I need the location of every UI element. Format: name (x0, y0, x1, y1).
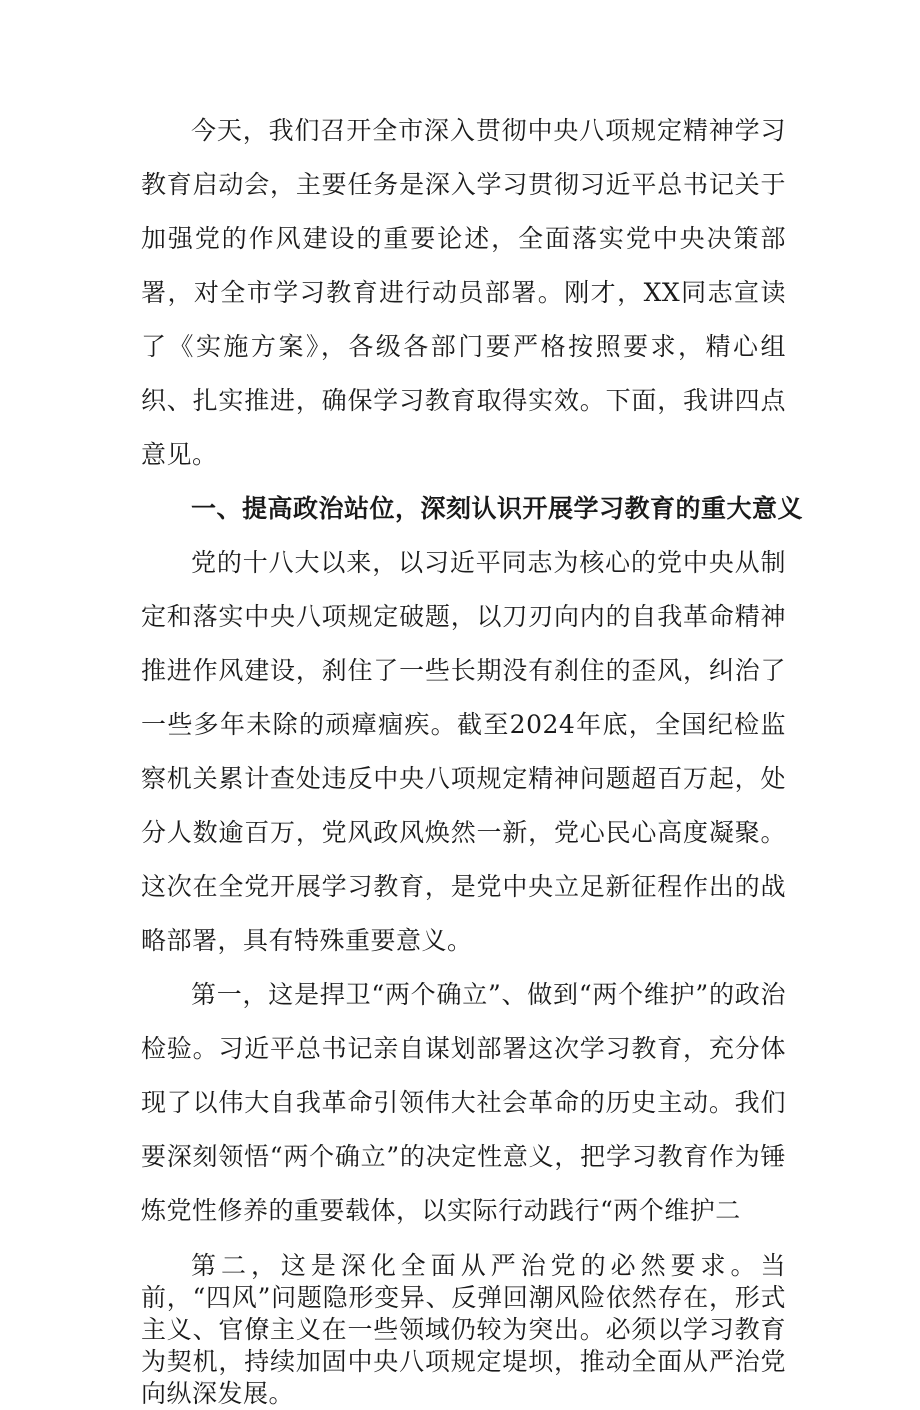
section-heading-1: 一、提高政治站位，深刻认识开展学习教育的重大意义 (191, 494, 804, 523)
document-body (141, 104, 804, 1410)
intro-paragraph: 今天，我们召开全市深入贯彻中央八项规定精神学习教育启动会，主要任务是深入学习贯彻习近平总书记关于加强党的作风建设的重要论述，全面落实党中央决策部署，对全市学习教育进行动员部署。刚才，XX同志宣读了《实施方案》，各级各部门要严格按照要求，精心组织、扎实推进，确保学习教育取得实效。下面，我讲四点意见。 (141, 116, 786, 469)
point-1-paragraph: 第一，这是捍卫“两个确立”、做到“两个维护”的政治检验。习近平总书记亲自谋划部署这次学习教育，充分体现了以伟大自我革命引领伟大社会革命的历史主动。我们要深刻领悟“两个确立”的决定性意义，把学习教育作为锤炼党性修养的重要载体，以实际行动践行“两个维护二 (141, 980, 786, 1225)
section-1-paragraph: 党的十八大以来，以习近平同志为核心的党中央从制定和落实中央八项规定破题，以刀刃向内的自我革命精神推进作风建设，刹住了一些长期没有刹住的歪风，纠治了一些多年未除的顽瘴痼疾。截至2024年底，全国纪检监察机关累计查处违反中央八项规定精神问题超百万起，处分人数逾百万，党风政风焕然一新，党心民心高度凝聚。这次在全党开展学习教育，是党中央立足新征程作出的战略部署，具有特殊重要意义。 (141, 548, 786, 955)
point-2-paragraph: 第二，这是深化全面从严治党的必然要求。当前，“四风”问题隐形变异、反弹回潮风险依然存在，形式主义、官僚主义在一些领域仍较为突出。必须以学习教育为契机，持续加固中央八项规定堤坝，推动全面从严治党向纵深发展。 (141, 1251, 786, 1408)
